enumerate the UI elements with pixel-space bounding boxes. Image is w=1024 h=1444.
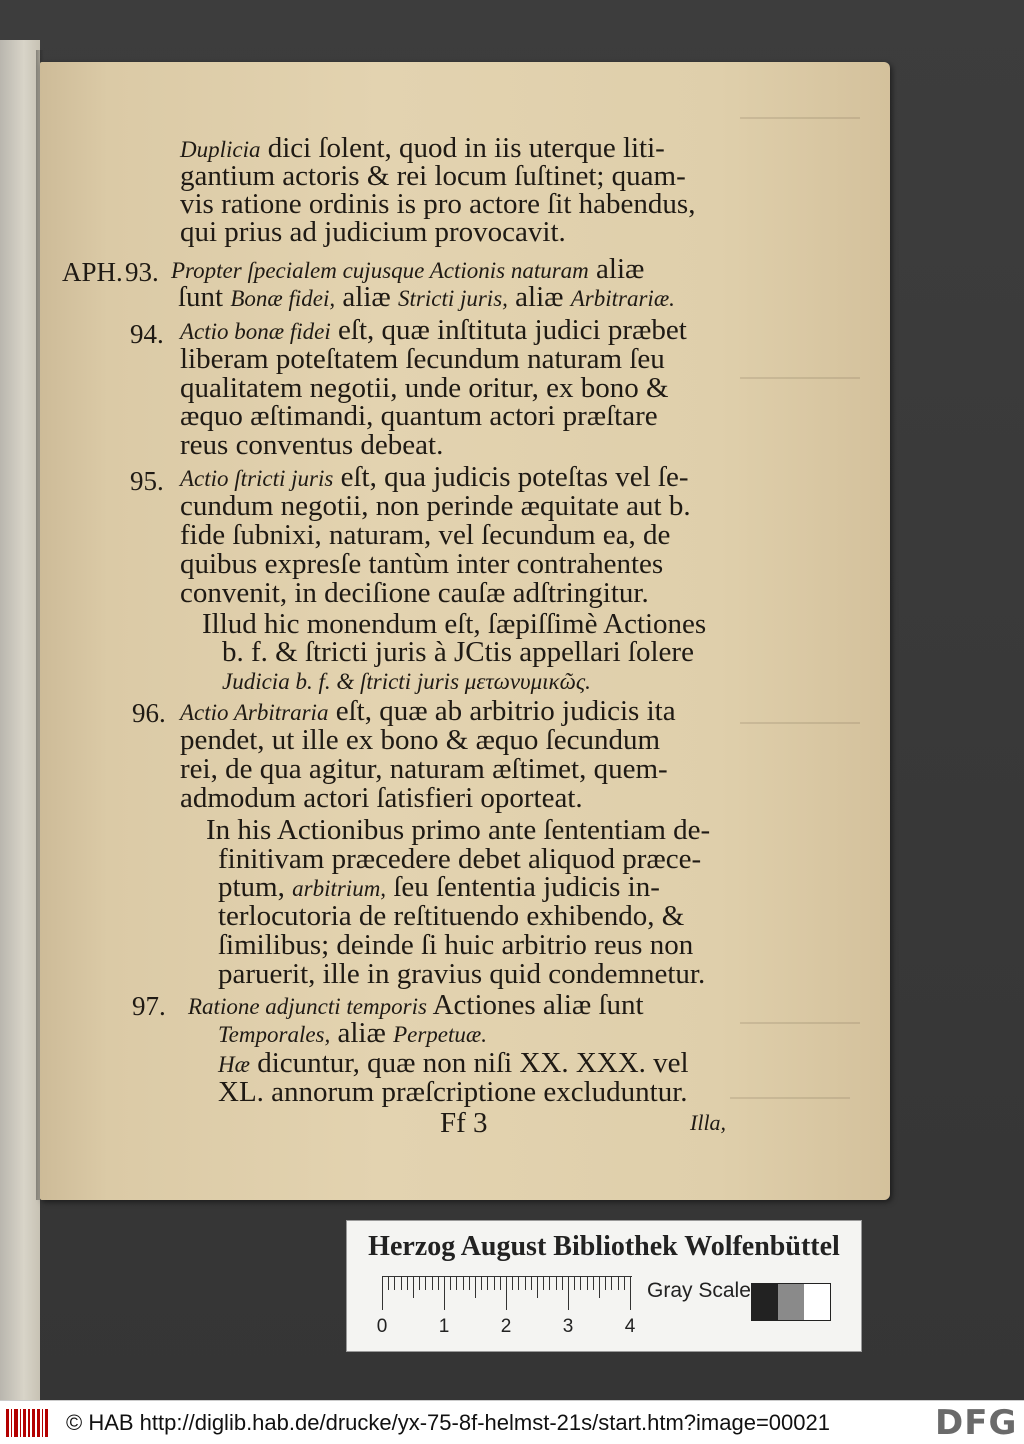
ruler-tick [469,1276,470,1290]
ruler-tick [580,1276,581,1290]
text-line [218,845,701,874]
text-segment: eſt, qua judicis poteſtas vel ſe- [333,461,689,493]
text-segment: qui prius ad judicium provocavit. [180,216,566,248]
text-segment: reus conventus debeat. [180,429,444,461]
paragraph-number-96: 96. [132,698,166,728]
text-segment: liberam poteſtatem ſecundum naturam ſeu [180,343,665,375]
ruler-tick [450,1276,451,1290]
text-segment: qualitatem negotii, unde oritur, ex bono & [180,372,669,404]
text-line [180,697,676,726]
text-segment: Hæ [218,1052,250,1077]
text-segment: In his Actionibus primo ante ſententiam de- [206,814,711,846]
barcode-bar [20,1409,22,1437]
gray-swatch [752,1284,778,1320]
text-segment: dicuntur, quæ non niſi XX. XXX. vel [249,1047,689,1079]
ruler-tick [388,1276,389,1290]
ruler-tick [475,1276,476,1298]
ruler-tick [401,1276,402,1290]
text-segment: Bonæ fidei, [230,286,336,311]
gray-scale-swatches [751,1283,831,1321]
text-segment: aliæ [588,253,645,285]
ruler-tick [556,1276,557,1290]
page-signature: Ff 3 [440,1107,488,1139]
text-line [180,431,443,460]
ruler-tick [574,1276,575,1290]
ruler-tick [611,1276,612,1290]
text-segment: Stricti juris, [398,286,508,311]
ruler-tick [562,1276,563,1290]
ruler-tick [630,1276,631,1310]
library-name: Herzog August Bibliothek Wolfenbüttel [368,1231,840,1262]
barcode-bar [32,1409,35,1437]
ruler-tick [500,1276,501,1290]
text-segment: cundum negotii, non perinde æquitate aut b. [180,490,691,522]
text-segment: Actio bonæ fidei [180,319,331,344]
ruler-label: 2 [500,1316,512,1337]
ruler-tick [438,1276,439,1290]
ruler-tick [537,1276,538,1298]
barcode-bar [23,1409,26,1437]
text-segment: æquo æſtimandi, quantum actori præſtare [180,400,658,432]
paragraph-number-97: 97. [132,991,166,1021]
ruler-tick [525,1276,526,1290]
text-segment: quibus expresſe tantùm inter contrahentes [180,548,664,580]
measurement-ruler [376,1276,636,1337]
ruler-tick [432,1276,433,1290]
text-segment: Actio ſtricti juris [180,466,334,491]
aphorism-prefix: APH. [62,257,123,287]
ruler-tick [618,1276,619,1290]
text-segment: ſunt [178,281,231,313]
barcode-bar [14,1409,17,1437]
text-segment: ſeu ſententia judicis in- [386,871,660,903]
text-segment: terlocutoria de reſtituendo exhibendo, & [218,900,685,932]
ruler-tick [506,1276,507,1310]
text-segment: Temporales, [218,1022,331,1047]
gray-swatch [804,1284,830,1320]
ruler-tick [549,1276,550,1290]
ruler-tick [599,1276,600,1298]
text-line [218,902,684,931]
barcode-bar [37,1409,40,1437]
text-segment: vis ratione ordinis is pro actore ſit habendus, [180,188,696,220]
ruler-tick [494,1276,495,1290]
ruler-tick [543,1276,544,1290]
text-segment: finitivam præcedere debet aliquod præce- [218,843,702,875]
barcode-icon [6,1409,48,1437]
text-line [202,610,706,639]
barcode-bar [28,1409,30,1437]
ruler-tick [587,1276,588,1290]
text-line [206,816,710,845]
text-line [180,190,695,219]
ruler-tick [481,1276,482,1290]
text-segment: ſimilibus; deinde ſi huic arbitrio reus non [218,929,694,961]
text-segment: pendet, ut ille ex bono & æquo ſecundum [180,724,661,756]
text-segment: Actio Arbitraria [180,700,329,725]
barcode-bar [6,1409,9,1437]
book-page [40,62,890,1200]
text-line [180,726,660,755]
text-segment: eſt, quæ inſtituta judici præbet [330,314,687,346]
ruler-tick [624,1276,625,1290]
copyright-url[interactable]: © HAB http://diglib.hab.de/drucke/yx-75-8f-helmst-21s/start.htm?image=00021 [66,1410,830,1435]
text-line [218,873,660,902]
text-line [180,579,649,608]
text-line [180,755,668,784]
text-line [218,1078,688,1107]
text-line [218,931,693,960]
paragraph-number-93: 93. [125,257,159,287]
text-line [180,550,663,579]
bleed-through-mark [740,722,860,764]
text-line [188,991,644,1020]
text-line [180,345,665,374]
text-segment: XL. annorum præſcriptione excluduntur. [218,1076,688,1108]
text-line [218,960,705,989]
ruler-tick [568,1276,569,1310]
left-page-edge [0,40,40,1400]
ruler-tick [407,1276,408,1290]
text-segment: Illud hic monendum eſt, ſæpiſſimè Actiones [202,608,707,640]
text-segment: rei, de qua agitur, naturam æſtimet, quem- [180,753,668,785]
text-line [180,162,686,191]
text-segment: ptum, [218,871,293,903]
ruler-tick [444,1276,445,1310]
text-segment: convenit, in deciſione cauſæ adſtringitur. [180,577,649,609]
text-line [180,463,689,492]
gray-swatch [778,1284,804,1320]
ruler-label: 3 [562,1316,574,1337]
text-segment: Duplicia [180,137,261,162]
text-line [180,784,583,813]
text-segment: admodum actori ſatisfieri oporteat. [180,782,583,814]
gray-scale-label: Gray Scale [647,1279,751,1302]
ruler-tick [413,1276,414,1298]
ruler-tick [419,1276,420,1290]
text-line [180,521,670,550]
text-segment: aliæ [507,281,571,313]
text-line [180,492,691,521]
text-segment: aliæ [335,281,398,313]
text-line [222,638,694,667]
text-segment: Ratione adjuncti temporis [188,994,427,1019]
text-segment: dici ſolent, quod in iis uterque liti- [260,132,665,164]
barcode-bar [45,1409,48,1437]
text-segment: paruerit, ille in gravius quid condemnetur. [218,958,706,990]
text-segment: aliæ [330,1017,394,1049]
ruler-tick [512,1276,513,1290]
ruler-tick [487,1276,488,1290]
paragraph-number-94: 94. [130,319,164,349]
ruler-tick [605,1276,606,1290]
text-line [180,402,658,431]
dfg-logo: DFG [935,1403,1018,1443]
ruler-tick [531,1276,532,1290]
text-segment: Arbitrariæ. [570,286,675,311]
text-segment: Judicia b. f. & ſtricti juris μετωνυμικῶς. [222,669,591,694]
text-segment: Actiones aliæ ſunt [426,989,644,1021]
ruler-tick [518,1276,519,1290]
text-line [222,666,591,695]
catchword: Illa, [690,1110,727,1135]
text-segment: arbitrium, [292,876,387,901]
text-line [180,218,566,247]
ruler-tick [425,1276,426,1290]
text-segment: eſt, quæ ab arbitrio judicis ita [328,695,676,727]
text-line [180,316,687,345]
text-segment: Perpetuæ. [393,1022,487,1047]
text-segment: gantium actoris & rei locum ſuſtinet; quam- [180,160,686,192]
text-line [171,255,644,284]
library-card [346,1220,862,1352]
ruler-tick [394,1276,395,1290]
text-segment: Propter ſpecialem cujusque Actionis naturam [171,258,589,283]
text-line [180,374,669,403]
ruler-tick [382,1276,383,1310]
bleed-through-mark [740,1022,860,1064]
text-line [218,1049,689,1078]
bleed-through-mark [730,1097,850,1139]
ruler-label: 1 [438,1316,450,1337]
bleed-through-mark [740,117,860,159]
bleed-through-mark [740,377,860,419]
text-segment: fide ſubnixi, naturam, vel ſecundum ea, de [180,519,671,551]
ruler-label: 0 [376,1316,388,1337]
text-line [218,1019,487,1048]
ruler-tick [463,1276,464,1290]
barcode-bar [11,1409,13,1437]
viewer-footer-bar [0,1400,1024,1444]
paragraph-number-95: 95. [130,466,164,496]
text-line [178,283,675,312]
ruler-label: 4 [624,1316,636,1337]
barcode-bar [42,1409,44,1437]
text-segment: b. f. & ſtricti juris à JCtis appellari ſolere [222,636,694,668]
ruler-tick [593,1276,594,1290]
ruler-tick [456,1276,457,1290]
text-line [180,134,665,163]
